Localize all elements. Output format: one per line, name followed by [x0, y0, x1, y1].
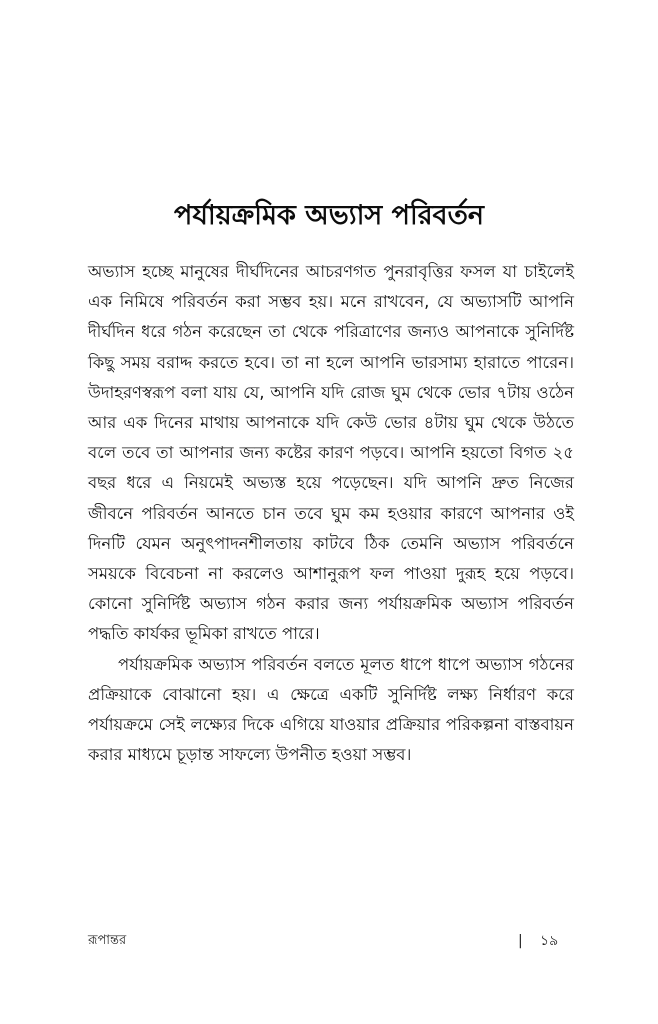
body-text [88, 257, 574, 770]
running-title: রূপান্তর [88, 933, 127, 948]
footer-separator: | [518, 933, 523, 949]
page-title: পর্যায়ক্রমিক অভ্যাস পরিবর্তন [174, 200, 484, 231]
paragraph-2: পর্যায়ক্রমিক অভ্যাস পরিবর্তন বলতে মূলত ধাপে ধাপে অভ্যাস গঠনের প্রক্রিয়াকে বোঝানো হয়। এ ক্ষেত্রে একটি সুনির্দিষ্ট লক্ষ্য নির্ধারণ করে পর্যায়ক্রমে সেই লক্ষ্যের দিকে এগিয়ে যাওয়ার প্রক্রিয়ার পরিকল্পনা বাস্তবায়ন করার মাধ্যমে চূড়ান্ত সাফল্যে উপনীত হওয়া সম্ভব। [88, 654, 574, 765]
page-footer [88, 929, 578, 953]
page-number: ১৯ [540, 933, 559, 949]
paragraph-1: অভ্যাস হচ্ছে মানুষের দীর্ঘদিনের আচরণগত পুনরাবৃত্তির ফসল যা চাইলেই এক নিমিষে পরিবর্তন করা সম্ভব হয়। মনে রাখবেন, যে অভ্যাসটি আপনি দীর্ঘদিন ধরে গঠন করেছেন তা থেকে পরিত্রাণের জন্যও আপনাকে সুনির্দিষ্ট কিছু সময় বরাদ্দ করতে হবে। তা না হলে আপনি ভারসাম্য হারাতে পারেন। উদাহরণস্বরূপ বলা যায় যে, আপনি যদি রোজ ঘুম থেকে ভোর ৭টায় ওঠেন আর এক দিনের মাথায় আপনাকে যদি কেউ ভোর ৪টায় ঘুম থেকে উঠতে বলে তবে তা আপনার জন্য কষ্টের কারণ পড়বে। আপনি হয়তো বিগত ২৫ বছর ধরে এ নিয়মেই অভ্যস্ত হয়ে পড়েছেন। যদি আপনি দ্রুত নিজের জীবনে পরিবর্তন আনতে চান তবে ঘুম কম হওয়ার কারণে আপনার ওই দিনটি যেমন অনুৎপাদনশীলতায় কাটবে ঠিক তেমনি অভ্যাস পরিবর্তনে সময়কে বিবেচনা না করলেও আশানুরূপ ফল পাওয়া দুরূহ হয়ে পড়বে। কোনো সুনির্দিষ্ট অভ্যাস গঠন করার জন্য পর্যায়ক্রমিক অভ্যাস পরিবর্তন পদ্ধতি কার্যকর ভূমিকা রাখতে পারে। [88, 262, 574, 644]
